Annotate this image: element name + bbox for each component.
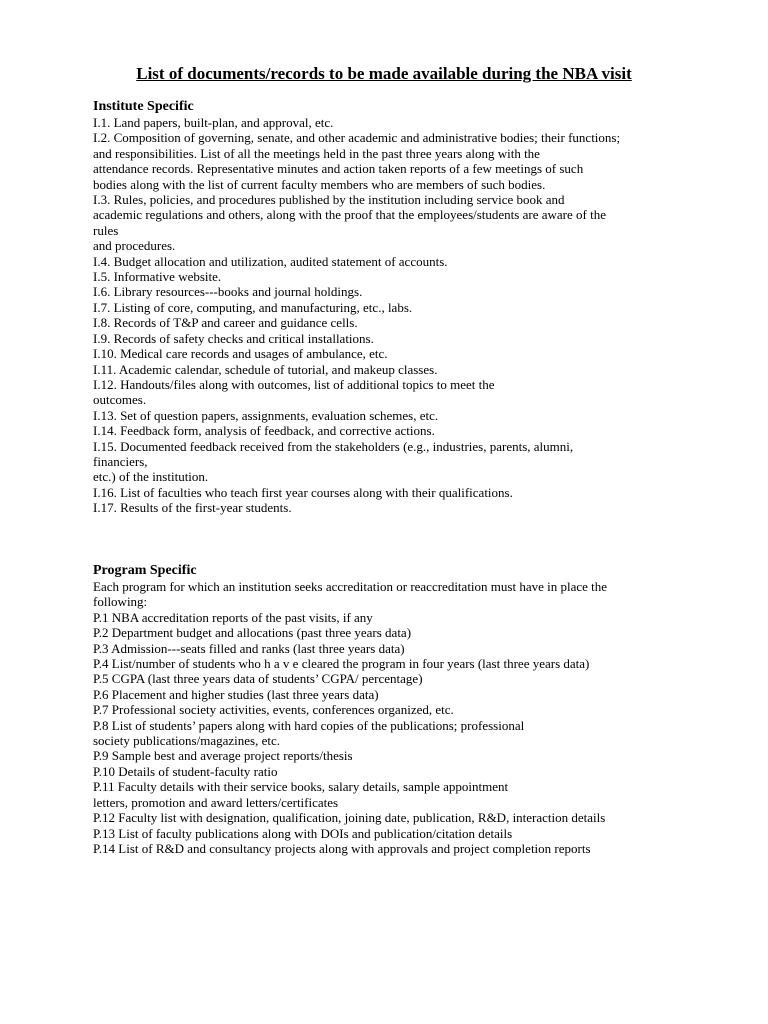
- list-item: P.3 Admission---seats filled and ranks (last three years data): [93, 640, 405, 656]
- list-item: I.16. List of faculties who teach first year courses along with their qualifications.: [93, 484, 513, 500]
- list-item: P.7 Professional society activities, events, conferences organized, etc.: [93, 702, 454, 718]
- list-item: academic regulations and others, along with the proof that the employees/students are aware of the: [93, 207, 606, 223]
- list-item: P.13 List of faculty publications along with DOIs and publication/citation details: [93, 825, 513, 841]
- list-item: I.4. Budget allocation and utilization, audited statement of accounts.: [93, 253, 448, 269]
- list-item: society publications/magazines, etc.: [93, 733, 280, 749]
- list-item: P.14 List of R&D and consultancy projects along with approvals and project completion reports: [93, 840, 591, 856]
- list-item: P.2 Department budget and allocations (past three years data): [93, 625, 412, 641]
- list-item: I.2. Composition of governing, senate, and other academic and administrative bodies; their functions;: [93, 130, 621, 146]
- program-specific-heading: Program Specific: [93, 563, 197, 578]
- list-item: rules: [93, 222, 119, 238]
- list-item: I.13. Set of question papers, assignments, evaluation schemes, etc.: [93, 407, 439, 423]
- list-item: etc.) of the institution.: [93, 469, 209, 485]
- list-item: I.10. Medical care records and usages of ambulance, etc.: [93, 346, 388, 362]
- list-item: and procedures.: [93, 238, 176, 254]
- list-item: I.14. Feedback form, analysis of feedback, and corrective actions.: [93, 423, 435, 439]
- list-item: following:: [93, 594, 148, 610]
- list-item: P.12 Faculty list with designation, qualification, joining date, publication, R&D, interaction details: [93, 810, 606, 826]
- program-list: [93, 579, 693, 856]
- list-item: P.1 NBA accreditation reports of the past visits, if any: [93, 609, 373, 625]
- list-item: I.3. Rules, policies, and procedures published by the institution including service book and: [93, 192, 565, 208]
- list-item: financiers,: [93, 453, 148, 469]
- list-item: outcomes.: [93, 392, 147, 408]
- list-item: I.12. Handouts/files along with outcomes, list of additional topics to meet the: [93, 376, 495, 392]
- institute-specific-section: [93, 99, 693, 516]
- list-item: I.11. Academic calendar, schedule of tutorial, and makeup classes.: [93, 361, 438, 377]
- list-item: P.9 Sample best and average project reports/thesis: [93, 748, 353, 764]
- list-item: P.6 Placement and higher studies (last three years data): [93, 686, 379, 702]
- program-specific-section: [93, 563, 693, 856]
- institute-list: [93, 115, 693, 516]
- list-item: I.1. Land papers, built-plan, and approval, etc.: [93, 115, 334, 130]
- list-item: P.5 CGPA (last three years data of students’ CGPA/ percentage): [93, 671, 423, 687]
- institute-specific-heading: Institute Specific: [93, 99, 194, 114]
- list-item: P.4 List/number of students who h a v e cleared the program in four years (last three years data): [93, 656, 590, 672]
- list-item: and responsibilities. List of all the meetings held in the past three years along with the: [93, 145, 540, 161]
- list-item: I.17. Results of the first-year students.: [93, 500, 292, 516]
- list-item: Each program for which an institution seeks accreditation or reaccreditation must have in place the: [93, 579, 608, 594]
- list-item: P.8 List of students’ papers along with hard copies of the publications; professional: [93, 717, 525, 733]
- list-item: P.11 Faculty details with their service books, salary details, sample appointment: [93, 779, 509, 795]
- list-item: I.6. Library resources---books and journal holdings.: [93, 284, 363, 300]
- list-item: I.7. Listing of core, computing, and manufacturing, etc., labs.: [93, 299, 413, 315]
- list-item: I.15. Documented feedback received from the stakeholders (e.g., industries, parents, alumni,: [93, 438, 574, 454]
- document-title: List of documents/records to be made available during the NBA visit: [136, 64, 632, 83]
- list-item: I.9. Records of safety checks and critical installations.: [93, 330, 374, 346]
- list-item: letters, promotion and award letters/certificates: [93, 794, 339, 810]
- list-item: attendance records. Representative minutes and action taken reports of a few meetings of such: [93, 161, 584, 177]
- list-item: I.8. Records of T&P and career and guidance cells.: [93, 315, 358, 331]
- list-item: bodies along with the list of current faculty members who are members of such bodies.: [93, 176, 546, 192]
- list-item: P.10 Details of student-faculty ratio: [93, 763, 278, 779]
- list-item: I.5. Informative website.: [93, 269, 222, 285]
